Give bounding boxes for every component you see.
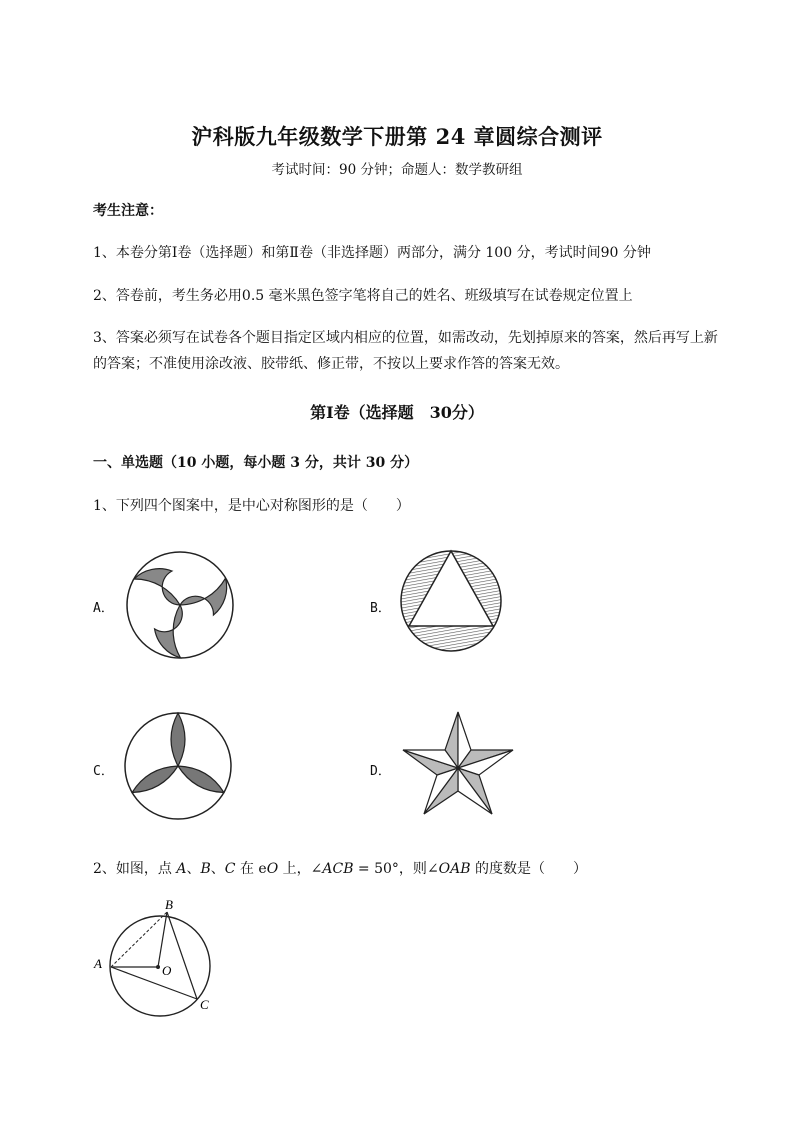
q2-text: 的度数是（ ） — [470, 861, 587, 877]
part-heading: 一、单选题（10 小题，每小题 3 分，共计 30 分） — [93, 455, 419, 471]
q2-sep: 、 — [210, 861, 225, 877]
q2-text: = 50°，则 — [353, 861, 427, 877]
notice-item-continued: 的答案；不准使用涂改液、胶带纸、修正带，不按以上要求作答的答案无效。 — [93, 356, 569, 372]
q2-text: 2、如图，点 — [93, 861, 177, 877]
point-o: O — [266, 861, 279, 877]
q2-text: 在 — [235, 861, 259, 877]
figure-d-star — [400, 710, 516, 822]
question-1-stem: 1、下列四个图案中，是中心对称图形的是（ ） — [93, 498, 410, 514]
notice-heading: 考生注意： — [93, 203, 163, 219]
label-o: O — [162, 963, 172, 978]
label-c: C — [200, 997, 209, 1012]
option-c-label: C． — [93, 764, 114, 779]
option-a-label: A． — [93, 601, 114, 616]
point-a: A — [176, 861, 187, 877]
section-title: 第Ⅰ卷（选择题 30分） — [310, 403, 484, 422]
angle-acb: ∠ACB — [310, 861, 354, 877]
figure-c-three-petals — [122, 710, 234, 822]
label-b: B — [165, 897, 173, 912]
label-a: A — [94, 956, 102, 971]
question-2-stem — [93, 858, 587, 878]
notice-item: 3、答案必须写在试卷各个题目指定区域内相应的位置，如需改动，先划掉原来的答案，然后再写上新 — [93, 330, 718, 346]
figure-b-triangle-circle — [398, 545, 504, 653]
angle-oab: ∠OAB — [426, 861, 471, 877]
point-c: C — [224, 861, 236, 877]
figure-2-circle-diagram — [88, 896, 223, 1011]
page-title: 沪科版九年级数学下册第 24 章圆综合测评 — [191, 124, 603, 149]
figure-a-swirl — [120, 545, 240, 665]
circle-symbol: e — [258, 861, 267, 877]
q2-sep: 、 — [186, 861, 201, 877]
option-d-label: D． — [370, 764, 391, 779]
q2-text: 上， — [278, 861, 311, 877]
option-b-label: B． — [370, 601, 391, 616]
point-b: B — [200, 861, 211, 877]
notice-item: 1、本卷分第Ⅰ卷（选择题）和第Ⅱ卷（非选择题）两部分，满分 100 分，考试时间90 分钟 — [93, 245, 651, 261]
notice-item: 2、答卷前，考生务必用0.5 毫米黑色签字笔将自己的姓名、班级填写在试卷规定位置上 — [93, 288, 633, 304]
exam-subtitle: 考试时间：90 分钟；命题人：数学教研组 — [271, 162, 523, 178]
